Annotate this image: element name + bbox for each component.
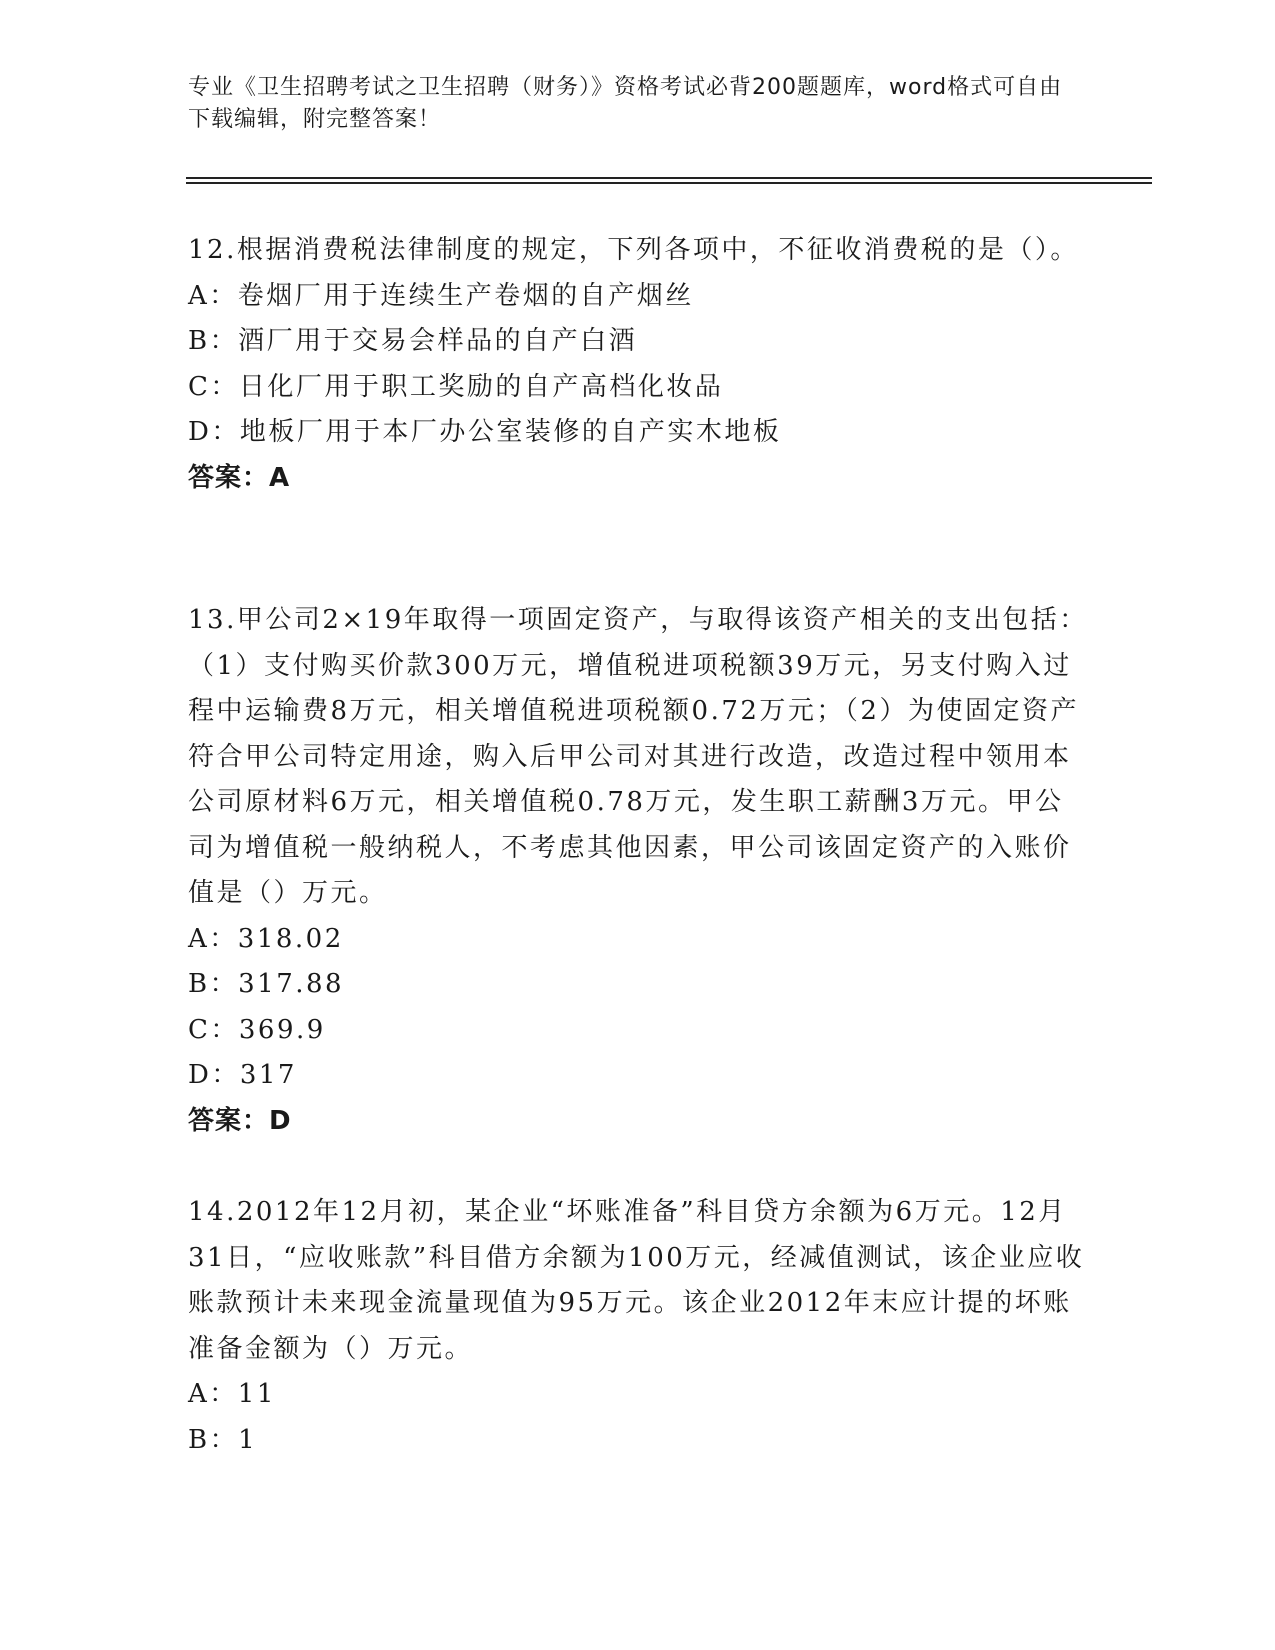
answer-label: 答案：D <box>188 1105 292 1136</box>
document-header: 专业《卫生招聘考试之卫生招聘（财务）》资格考试必背200题题库，word格式可自由下载编辑，附完整答案！ <box>188 75 1063 132</box>
option-a: A：卷烟厂用于连续生产卷烟的自产烟丝 <box>188 280 694 311</box>
answer-label: 答案：A <box>188 462 291 493</box>
option-b: B：317.88 <box>188 969 345 999</box>
question-13 <box>188 598 1088 1144</box>
option-d: D：地板厂用于本厂办公室装修的自产实木地板 <box>188 417 782 447</box>
header-divider-bottom <box>186 182 1152 184</box>
header-divider-top <box>186 177 1152 179</box>
question-stem: 13.甲公司2×19年取得一项固定资产，与取得该资产相关的支出包括：（1）支付购买价款300万元，增值税进项税额39万元，另支付购入过程中运输费8万元，相关增值税进项税额0.72万元；（2）为使固定资产符合甲公司特定用途，购入后甲公司对其进行改造，改造过程中领用本公司原材料6万元，相关增值税0.78万元，发生职工薪酬3万元。甲公司为增值税一般纳税人，不考虑其他因素，甲公司该固定资产的入账价值是（）万元。 <box>188 605 1088 908</box>
option-a: A：11 <box>188 1379 276 1409</box>
question-stem: 12.根据消费税法律制度的规定，下列各项中，不征收消费税的是（）。 <box>188 235 1079 265</box>
option-d: D：317 <box>188 1060 297 1090</box>
option-b: B：1 <box>188 1424 258 1455</box>
question-12 <box>188 228 1088 501</box>
question-stem: 14.2012年12月初，某企业“坏账准备”科目贷方余额为6万元。12月31日，“应收账款”科目借方余额为100万元，经减值测试，该企业应收账款预计未来现金流量现值为95万元。该企业2012年末应计提的坏账准备金额为（）万元。 <box>188 1197 1085 1364</box>
question-14 <box>188 1190 1088 1463</box>
option-b: B：酒厂用于交易会样品的自产白酒 <box>188 326 638 356</box>
option-c: C：369.9 <box>188 1014 326 1045</box>
option-a: A：318.02 <box>188 923 344 954</box>
option-c: C：日化厂用于职工奖励的自产高档化妆品 <box>188 371 724 402</box>
